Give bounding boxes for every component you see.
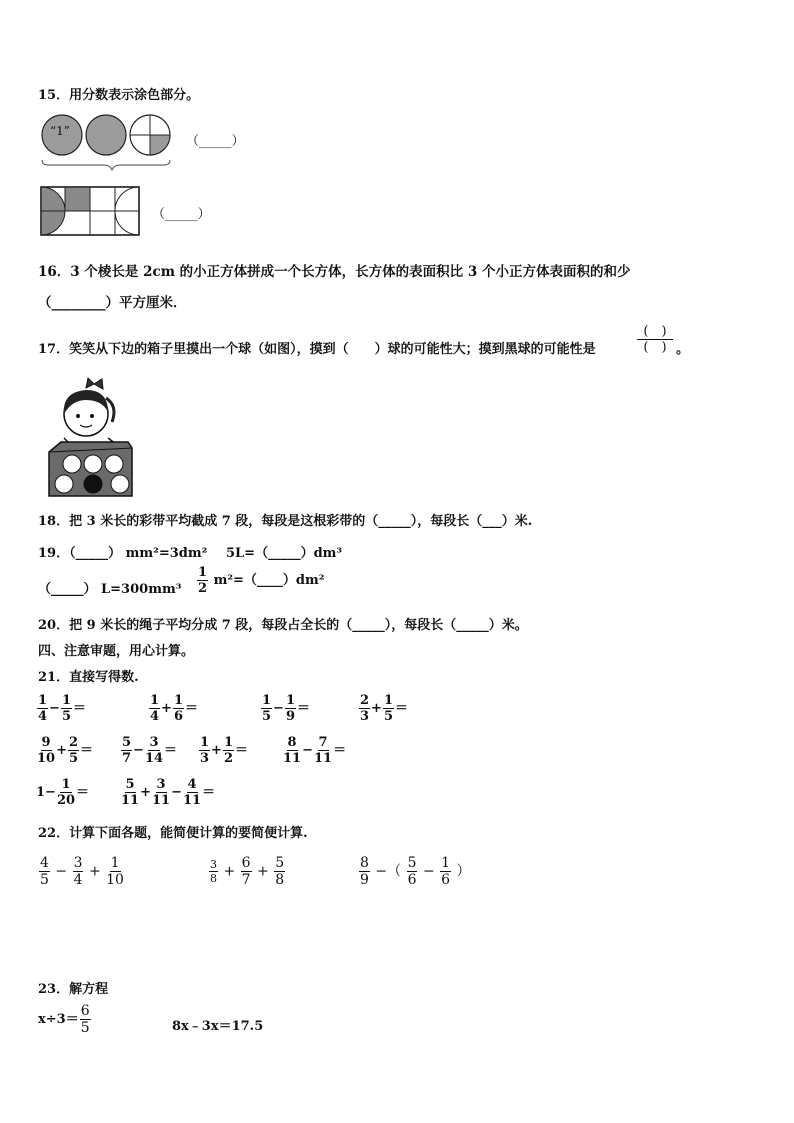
- fraction: [261, 694, 272, 723]
- q15-circles-figure: [38, 112, 188, 172]
- frac-den: 5: [383, 709, 393, 724]
- frac-den: 2: [223, 751, 233, 766]
- operator: −（: [375, 863, 402, 880]
- q21-row1: [36, 694, 448, 723]
- frac-num: 5: [125, 777, 135, 792]
- q21-expression: [120, 736, 198, 765]
- equals-sign: ＝: [76, 785, 90, 800]
- frac-num: 9: [41, 735, 51, 750]
- frac-num: 5: [275, 855, 285, 871]
- operator: +: [56, 743, 67, 758]
- frac-den: 20: [56, 793, 76, 808]
- q17-fraction: [636, 325, 674, 354]
- operator: −: [55, 863, 68, 880]
- frac-den: 10: [37, 751, 56, 766]
- frac-den: 10: [106, 872, 124, 888]
- frac-den: 14: [144, 751, 164, 766]
- q16-line2: （________）平方厘米．: [38, 295, 187, 311]
- q17-text: 17．笑笑从下边的箱子里摸出一个球（如图），摸到（ ）球的可能性大；摸到黑球的可能性是: [38, 342, 596, 357]
- fraction: [173, 694, 184, 723]
- q21-row3b: [120, 778, 215, 807]
- frac-num: 4: [187, 777, 197, 792]
- fraction: [121, 736, 132, 765]
- frac-num: 1: [38, 693, 48, 708]
- frac-den: 5: [69, 751, 79, 766]
- q19-a: 19．（_____） mm²=3dm²: [38, 546, 208, 561]
- frac-num: 3: [156, 777, 166, 792]
- frac-den: 5: [61, 709, 71, 724]
- frac-den: 8: [275, 872, 285, 888]
- q21-expression: [198, 736, 282, 765]
- operator: −: [171, 785, 182, 800]
- q23-eq1: [38, 1004, 92, 1035]
- q17-frac-num: ( ): [637, 325, 673, 340]
- equals-sign: ＝: [80, 743, 94, 758]
- q18-text: 18．把 3 米长的彩带平均截成 7 段，每段是这根彩带的（_____），每段长（___）米.: [38, 514, 533, 529]
- q19-d-den: 2: [198, 581, 208, 596]
- frac-den: 5: [262, 709, 272, 724]
- frac-num: 6: [80, 1003, 90, 1019]
- operator: +: [161, 701, 172, 716]
- fraction: [37, 694, 48, 723]
- frac-den: 6: [173, 709, 183, 724]
- equals-sign: ＝: [235, 743, 249, 758]
- fraction: [149, 694, 160, 723]
- frac-num: 1: [173, 693, 183, 708]
- operator: +: [371, 701, 382, 716]
- equals-sign: ＝: [297, 701, 311, 716]
- q21-expression: [148, 694, 260, 723]
- frac-den: 3: [200, 751, 210, 766]
- section-4-title: 四、注意审题，用心计算。: [38, 644, 195, 659]
- q19-d-num: 1: [198, 565, 208, 580]
- q15-answer1: （_____）: [186, 134, 245, 149]
- frac-den: 11: [283, 751, 302, 766]
- q21-title: 21．直接写得数.: [38, 670, 139, 685]
- operator: −: [133, 743, 144, 758]
- frac-num: 1: [200, 735, 210, 750]
- frac-num: 1: [150, 693, 160, 708]
- operator: +: [140, 785, 151, 800]
- equals-sign: ＝: [202, 785, 216, 800]
- q23-eq1-lead: x÷3＝: [38, 1012, 79, 1027]
- frac-num: 3: [149, 735, 159, 750]
- operator: −: [273, 701, 284, 716]
- equals-sign: ＝: [395, 701, 409, 716]
- fraction: [359, 694, 370, 723]
- fraction: [285, 694, 296, 723]
- q21-expression: [358, 694, 448, 723]
- q19-d-rest: m²=（____）dm²: [213, 573, 325, 588]
- operator: +: [257, 863, 269, 880]
- frac-den: 11: [314, 751, 333, 766]
- frac-den: 3: [360, 709, 370, 724]
- equals-sign: ＝: [185, 701, 199, 716]
- operator: −: [49, 701, 60, 716]
- frac-num: 1: [383, 693, 393, 708]
- close-paren: ）: [456, 863, 471, 880]
- frac-num: 1: [441, 855, 451, 871]
- q19-c: （_____） L=300mm³: [38, 582, 182, 597]
- equals-sign: ＝: [333, 743, 347, 758]
- q17-end: 。: [676, 342, 690, 357]
- q20-text: 20．把 9 米长的绳子平均分成 7 段，每段占全长的（_____），每段长（_____）米。: [38, 618, 528, 633]
- frac-num: 1: [61, 777, 71, 792]
- operator: +: [223, 863, 236, 880]
- frac-den: 5: [80, 1020, 90, 1036]
- frac-num: 7: [318, 735, 328, 750]
- frac-den: 11: [121, 793, 140, 808]
- frac-num: 3: [73, 855, 83, 871]
- q19-d: [196, 566, 324, 595]
- q22-expr2: [208, 856, 286, 887]
- frac-den: 11: [183, 793, 202, 808]
- frac-num: 3: [210, 858, 217, 871]
- fraction: [68, 736, 79, 765]
- frac-den: 7: [241, 872, 251, 888]
- q15-answer2: （_____）: [152, 207, 211, 222]
- operator: −: [302, 743, 313, 758]
- frac-num: 6: [241, 855, 251, 871]
- frac-num: 1: [223, 735, 233, 750]
- fraction: [283, 736, 301, 765]
- q21-expression: [36, 736, 120, 765]
- operator: −: [422, 863, 435, 880]
- fraction: [383, 694, 394, 723]
- q22-title: 22．计算下面各题，能简便计算的要简便计算.: [38, 826, 308, 841]
- frac-den: 11: [152, 793, 171, 808]
- frac-num: 5: [122, 735, 132, 750]
- operator: +: [88, 863, 101, 880]
- fraction: [223, 736, 234, 765]
- q21-expression: [282, 736, 372, 765]
- fraction: [199, 736, 210, 765]
- frac-num: 2: [360, 693, 370, 708]
- q23-eq2: 8x﹣3x＝17.5: [172, 1019, 264, 1034]
- q21-row3a-lead: 1−: [36, 785, 56, 800]
- frac-den: 6: [407, 872, 417, 888]
- q23-title: 23．解方程: [38, 982, 109, 997]
- frac-num: 1: [262, 693, 272, 708]
- frac-den: 9: [285, 709, 295, 724]
- q21-expression: [260, 694, 358, 723]
- fraction: [314, 736, 332, 765]
- fraction: [145, 736, 163, 765]
- frac-num: 4: [40, 855, 49, 871]
- frac-num: 2: [69, 735, 79, 750]
- q21-row3a: [36, 778, 89, 807]
- frac-num: 8: [360, 855, 369, 871]
- frac-den: 4: [73, 872, 83, 888]
- q17-frac-den: ( ): [643, 340, 667, 355]
- q16-line1: 16．3 个棱长是 2cm 的小正方体拼成一个长方体，长方体的表面积比 3 个小正方体表面积的和少: [38, 264, 631, 280]
- frac-num: 5: [407, 855, 417, 871]
- frac-num: 8: [287, 735, 297, 750]
- frac-den: 9: [360, 872, 369, 888]
- equals-sign: ＝: [73, 701, 87, 716]
- q22-expr1: [38, 856, 125, 887]
- frac-den: 4: [38, 709, 48, 724]
- q19-b: 5L=（_____）dm³: [226, 546, 343, 561]
- frac-den: 8: [210, 872, 217, 885]
- q15-title: 15．用分数表示涂色部分。: [38, 88, 200, 103]
- q15-unit-label: “1”: [50, 124, 70, 138]
- frac-num: 1: [285, 693, 295, 708]
- q22-expr3: [358, 856, 471, 887]
- q21-row2: [36, 736, 372, 765]
- operator: +: [211, 743, 222, 758]
- q21-expression: [36, 694, 148, 723]
- equals-sign: ＝: [164, 743, 178, 758]
- frac-den: 7: [122, 751, 132, 766]
- frac-num: 1: [110, 855, 120, 871]
- frac-den: 5: [40, 872, 49, 888]
- fraction: [61, 694, 72, 723]
- frac-den: 4: [150, 709, 160, 724]
- fraction: [37, 736, 55, 765]
- girl-with-box-picture: [46, 378, 136, 500]
- frac-den: 6: [441, 872, 451, 888]
- frac-num: 1: [61, 693, 71, 708]
- q15-rect-figure: [40, 186, 140, 236]
